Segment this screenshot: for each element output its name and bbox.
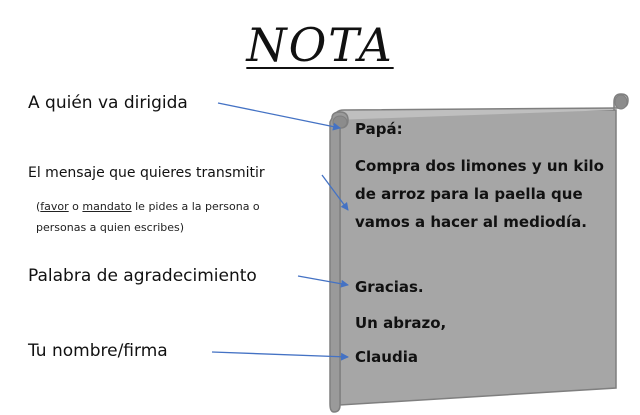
scroll-message: Compra dos limones y un kilo de arroz para la paella que vamos a hacer al mediodía. [355,157,604,231]
note-rest: le pides a la persona o personas a quien escribes) [36,200,260,234]
note-favor: favor [40,200,69,213]
scroll-greeting: Papá: [355,120,403,138]
page-title: NOTA [246,18,394,72]
note-open-paren: ( [36,200,41,213]
label-thanks: Palabra de agradecimiento [28,266,257,286]
arrow-signature [212,352,348,357]
scroll-left-curl [333,116,347,128]
scroll-thanks: Gracias. [355,278,424,296]
scroll-closing: Un abrazo, [355,314,447,332]
label-signature: Tu nombre/firma [28,341,168,361]
label-recipient: A quién va dirigida [28,93,188,113]
arrow-recipient [218,103,340,128]
note-or: o [68,200,83,213]
note-mandato: mandato [82,200,132,213]
scroll-signature: Claudia [355,348,418,366]
label-message: El mensaje que quieres transmitir [28,165,265,181]
scroll-top-curl [615,95,627,109]
